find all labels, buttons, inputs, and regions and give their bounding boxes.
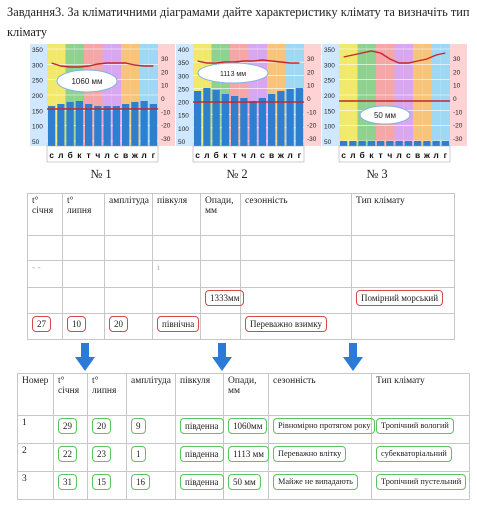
precip-bar xyxy=(203,88,210,146)
precip-bar xyxy=(442,141,449,146)
y-tick-label: 350 xyxy=(32,47,43,54)
precip-bar xyxy=(48,106,55,146)
jul-temp-value[interactable]: 15 xyxy=(92,474,111,490)
header-type: Тип клімату xyxy=(352,194,455,236)
temp-tick-label: -20 xyxy=(161,122,171,130)
blank-mark: - - xyxy=(32,263,41,273)
precip-bar xyxy=(76,101,83,146)
month-label: к xyxy=(223,150,228,160)
temp-tick-label: -30 xyxy=(161,136,171,143)
precip-bar xyxy=(340,141,347,146)
month-label: б xyxy=(359,150,365,160)
month-label: с xyxy=(195,150,200,160)
precip-bar xyxy=(213,90,220,146)
header-number: Номер xyxy=(18,374,54,416)
answer-table-final xyxy=(17,373,470,500)
temp-tick-label: 30 xyxy=(453,56,461,63)
month-label: б xyxy=(67,150,73,160)
answer-table-draft xyxy=(27,193,455,340)
table-row xyxy=(18,416,470,444)
precip-bar xyxy=(85,104,92,146)
precip-bar xyxy=(141,101,148,146)
y-tick-label: 150 xyxy=(324,108,335,116)
month-label: л xyxy=(204,150,210,160)
header-jul: t° липня xyxy=(63,194,105,236)
month-label: л xyxy=(396,150,402,160)
precip-bar xyxy=(259,98,266,146)
table-row xyxy=(18,472,470,500)
precip-bar xyxy=(104,106,111,146)
month-label: в xyxy=(269,150,275,160)
temp-tick-label: -30 xyxy=(307,136,317,143)
y-tick-label: 250 xyxy=(32,77,43,85)
y-tick-label: 50 xyxy=(178,139,186,146)
temp-tick-label: 20 xyxy=(307,69,315,77)
y-tick-label: 300 xyxy=(32,62,43,70)
month-label: л xyxy=(287,150,293,160)
annual-rain-label: 1113 мм xyxy=(219,71,247,78)
y-tick-label: 150 xyxy=(178,112,189,120)
temp-tick-label: 10 xyxy=(161,82,169,90)
jan-temp-value[interactable]: 22 xyxy=(58,446,77,462)
temp-tick-label: -10 xyxy=(453,109,463,117)
precip-bar xyxy=(296,88,303,146)
task-title: Завдання3. За кліматичними діаграмами дайте характеристику клімату та визначіть тип клімату xyxy=(7,5,470,39)
jul-temp-value[interactable]: 10 xyxy=(67,316,86,332)
precip-bar xyxy=(349,141,356,146)
precip-bar xyxy=(377,141,384,146)
hemisphere-value[interactable]: південна xyxy=(180,474,224,490)
amplitude-value[interactable]: 1 xyxy=(131,446,146,462)
y-tick-label: 100 xyxy=(32,123,43,131)
chart-label-3: № 3 xyxy=(366,167,388,181)
temp-tick-label: 0 xyxy=(453,96,457,103)
month-label: т xyxy=(378,150,383,160)
y-tick-label: 200 xyxy=(32,93,43,100)
header-hemisphere: півкуля xyxy=(153,194,201,236)
precip-bar xyxy=(433,141,440,146)
month-label: с xyxy=(49,150,54,160)
climate-type-value[interactable]: Помірний морський xyxy=(356,290,443,306)
y-tick-label: 300 xyxy=(178,73,189,81)
month-label: ж xyxy=(131,150,138,160)
y-tick-label: 250 xyxy=(178,86,189,94)
row-number: 3 xyxy=(18,472,54,500)
rain-value[interactable]: 50 мм xyxy=(228,474,261,490)
month-label: л xyxy=(250,150,256,160)
month-label: ч xyxy=(387,150,393,160)
precip-bar xyxy=(113,106,120,146)
precip-bar xyxy=(396,141,403,146)
table-row xyxy=(18,444,470,472)
month-label: с xyxy=(341,150,346,160)
rain-value[interactable]: 1060мм xyxy=(228,418,267,434)
month-label: т xyxy=(86,150,91,160)
annual-rain-label: 1060 мм xyxy=(71,77,103,86)
month-label: л xyxy=(141,150,147,160)
y-tick-label: 200 xyxy=(178,99,189,107)
month-label: г xyxy=(151,150,156,160)
month-label: в xyxy=(123,150,129,160)
season-value[interactable]: Переважно взимку xyxy=(245,316,327,332)
precip-bar xyxy=(150,104,157,146)
blank-mark: ı xyxy=(157,263,160,273)
temp-tick-label: 0 xyxy=(307,96,311,103)
chart-label-1: № 1 xyxy=(90,167,112,181)
arrow-down-icon xyxy=(75,343,95,371)
header-type: Тип клімату xyxy=(372,374,470,416)
precip-bar xyxy=(194,91,201,146)
y-tick-label: 250 xyxy=(324,77,335,85)
month-label: г xyxy=(443,150,448,160)
y-tick-label: 400 xyxy=(178,47,189,54)
month-label: г xyxy=(297,150,302,160)
header-jan: t° січня xyxy=(54,374,88,416)
temp-tick-label: 30 xyxy=(161,56,169,63)
rain-value[interactable]: 1113 мм xyxy=(228,446,269,462)
climate-type-value[interactable]: субекваторіальний xyxy=(376,446,452,462)
climate-chart-2 xyxy=(176,41,321,163)
precip-bar xyxy=(94,106,101,146)
month-label: б xyxy=(213,150,219,160)
amplitude-value[interactable]: 9 xyxy=(131,418,146,434)
temp-tick-label: 0 xyxy=(161,96,165,103)
month-label: л xyxy=(104,150,110,160)
month-label: ч xyxy=(241,150,247,160)
month-label: т xyxy=(232,150,237,160)
header-rain: Опади, мм xyxy=(224,374,269,416)
y-tick-label: 350 xyxy=(324,47,335,54)
month-label: л xyxy=(433,150,439,160)
hemisphere-value[interactable]: південна xyxy=(180,418,224,434)
temp-tick-label: 10 xyxy=(453,82,461,90)
header-rain: Опади, мм xyxy=(201,194,241,236)
month-label: ж xyxy=(423,150,430,160)
month-label: с xyxy=(260,150,265,160)
precip-bar xyxy=(368,141,375,146)
month-label: ч xyxy=(95,150,101,160)
header-amplitude: амплітуда xyxy=(127,374,176,416)
header-hemisphere: півкуля xyxy=(176,374,224,416)
temp-tick-label: -10 xyxy=(307,109,317,117)
temp-tick-label: -20 xyxy=(307,122,317,130)
precip-bar xyxy=(423,141,430,146)
row-number: 2 xyxy=(18,444,54,472)
climate-chart-1 xyxy=(30,41,175,163)
precip-bar xyxy=(231,96,238,146)
hemisphere-value[interactable]: північна xyxy=(157,316,199,332)
month-label: к xyxy=(369,150,374,160)
row-number: 1 xyxy=(18,416,54,444)
precip-bar xyxy=(405,141,412,146)
temp-tick-label: 20 xyxy=(453,69,461,77)
month-label: в xyxy=(415,150,421,160)
arrow-down-icon xyxy=(343,343,363,371)
temp-tick-label: -10 xyxy=(161,109,171,117)
precip-bar xyxy=(277,91,284,146)
month-label: л xyxy=(350,150,356,160)
month-label: ж xyxy=(277,150,284,160)
header-season: сезонність xyxy=(269,374,372,416)
month-label: к xyxy=(77,150,82,160)
rain-value[interactable]: 1333мм xyxy=(205,290,244,306)
jan-temp-value[interactable]: 27 xyxy=(32,316,51,332)
temp-tick-label: 30 xyxy=(307,56,315,63)
precip-bar xyxy=(250,101,257,146)
precip-bar xyxy=(414,141,421,146)
y-tick-label: 150 xyxy=(32,108,43,116)
temp-tick-label: 20 xyxy=(161,69,169,77)
precip-bar xyxy=(359,141,366,146)
season-value[interactable]: Переважно влітку xyxy=(273,446,346,462)
jan-temp-value[interactable]: 31 xyxy=(58,474,77,490)
month-label: л xyxy=(58,150,64,160)
precip-bar xyxy=(122,104,129,146)
jul-temp-value[interactable]: 20 xyxy=(92,418,111,434)
y-tick-label: 50 xyxy=(324,139,332,146)
climate-type-value[interactable]: Тропічний пустельний xyxy=(376,474,466,490)
amplitude-value[interactable]: 16 xyxy=(131,474,150,490)
amplitude-value[interactable]: 20 xyxy=(109,316,128,332)
y-tick-label: 300 xyxy=(324,62,335,70)
precip-bar xyxy=(57,104,64,146)
header-jan: t° січня xyxy=(28,194,63,236)
precip-bar xyxy=(287,89,294,146)
jul-temp-value[interactable]: 23 xyxy=(92,446,111,462)
season-value[interactable]: Майже не випадають xyxy=(273,474,358,490)
annual-rain-label: 50 мм xyxy=(373,111,397,120)
arrow-down-icon xyxy=(212,343,232,371)
y-tick-label: 50 xyxy=(32,139,40,146)
header-season: сезонність xyxy=(241,194,352,236)
temp-tick-label: -20 xyxy=(453,122,463,130)
y-tick-label: 100 xyxy=(178,125,189,133)
temp-tick-label: -30 xyxy=(453,136,463,143)
header-amplitude: амплітуда xyxy=(105,194,153,236)
climate-type-value[interactable]: Тропічний вологий xyxy=(376,418,454,434)
climate-chart-3 xyxy=(322,41,467,163)
y-tick-label: 200 xyxy=(324,93,335,100)
y-tick-label: 100 xyxy=(324,123,335,131)
month-label: с xyxy=(114,150,119,160)
month-label: с xyxy=(406,150,411,160)
jan-temp-value[interactable]: 29 xyxy=(58,418,77,434)
precip-bar xyxy=(386,141,393,146)
hemisphere-value[interactable]: південна xyxy=(180,446,224,462)
y-tick-label: 350 xyxy=(178,60,189,68)
chart-label-2: № 2 xyxy=(226,167,248,181)
header-jul: t° липня xyxy=(88,374,127,416)
season-value[interactable]: Рівномірно протягом року xyxy=(273,418,375,434)
temp-tick-label: 10 xyxy=(307,82,315,90)
precip-bar xyxy=(240,98,247,146)
